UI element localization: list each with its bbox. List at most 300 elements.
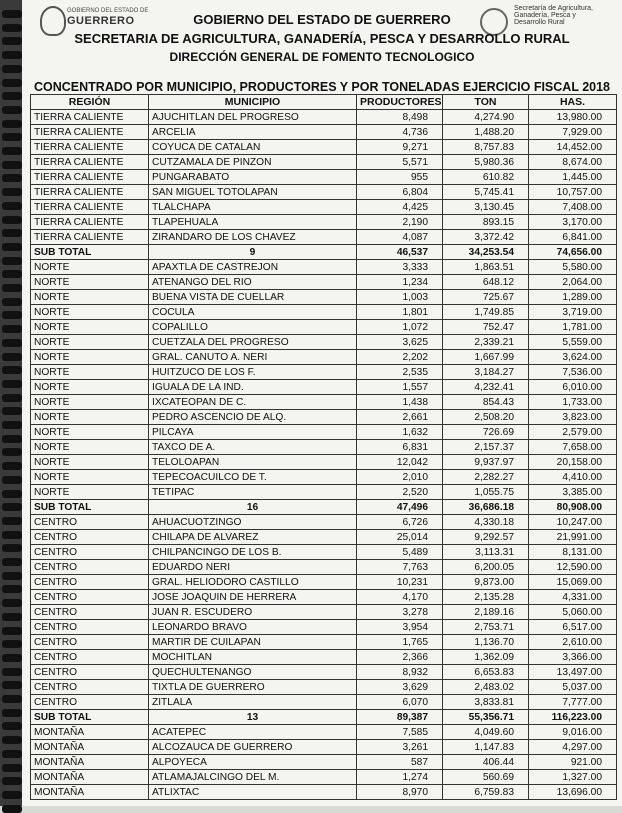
region-cell: SUB TOTAL [31,245,149,260]
hectares-cell: 3,170.00 [529,215,617,230]
region-cell: TIERRA CALIENTE [31,230,149,245]
region-cell: TIERRA CALIENTE [31,155,149,170]
spiral-coil [2,531,22,539]
municipality-cell: ALCOZAUCA DE GUERRERO [149,740,357,755]
spiral-coil [2,270,22,278]
municipality-cell: 13 [149,710,357,725]
municipality-cell: IXCATEOPAN DE C. [149,395,357,410]
region-cell: NORTE [31,305,149,320]
table-row [31,650,617,665]
hectares-cell: 1,327.00 [529,770,617,785]
municipality-cell: ATENANGO DEL RIO [149,275,357,290]
hectares-cell: 13,497.00 [529,665,617,680]
tons-cell: 3,372.42 [443,230,529,245]
spiral-coil [2,202,22,210]
hectares-cell: 7,929.00 [529,125,617,140]
spiral-coil [2,558,22,566]
municipality-cell: HUITZUCO DE LOS F. [149,365,357,380]
region-cell: NORTE [31,335,149,350]
table-header-row [31,95,617,110]
region-cell: NORTE [31,260,149,275]
spiral-coil [2,311,22,319]
municipality-cell: CHILPANCINGO DE LOS B. [149,545,357,560]
hectares-cell: 7,536.00 [529,365,617,380]
tons-cell: 6,653.83 [443,665,529,680]
spiral-coil [2,668,22,676]
table-row [31,140,617,155]
spiral-coil [2,503,22,511]
tons-cell: 726.69 [443,425,529,440]
producers-cell: 3,333 [357,260,443,275]
region-cell: NORTE [31,455,149,470]
region-cell: MONTAÑA [31,740,149,755]
table-row [31,725,617,740]
column-header-region: REGIÓN [31,95,149,110]
table-row [31,560,617,575]
hectares-cell: 7,658.00 [529,440,617,455]
hectares-cell: 1,781.00 [529,320,617,335]
spiral-coil [2,120,22,128]
tons-cell: 2,753.71 [443,620,529,635]
hectares-cell: 7,408.00 [529,200,617,215]
municipality-cell: CUETZALA DEL PROGRESO [149,335,357,350]
municipality-cell: MOCHITLAN [149,650,357,665]
region-cell: NORTE [31,470,149,485]
hectares-cell: 1,289.00 [529,290,617,305]
producers-cell: 587 [357,755,443,770]
table-row [31,530,617,545]
tons-cell: 406.44 [443,755,529,770]
producers-cell: 6,726 [357,515,443,530]
hectares-cell: 9,016.00 [529,725,617,740]
government-heading: GOBIERNO DEL ESTADO DE GUERRERO [193,12,451,27]
table-row [31,635,617,650]
hectares-cell: 4,297.00 [529,740,617,755]
spiral-coil [2,284,22,292]
table-row [31,785,617,800]
spiral-coil [2,695,22,703]
producers-cell: 47,496 [357,500,443,515]
spiral-coil [2,462,22,470]
hectares-cell: 2,610.00 [529,635,617,650]
spiral-coil [2,750,22,758]
spiral-coil [2,10,22,18]
table-row [31,125,617,140]
hectares-cell: 13,696.00 [529,785,617,800]
municipality-cell: PILCAYA [149,425,357,440]
spiral-coil [2,174,22,182]
tons-cell: 55,356.71 [443,710,529,725]
producers-cell: 2,190 [357,215,443,230]
tons-cell: 1,147.83 [443,740,529,755]
tons-cell: 4,330.18 [443,515,529,530]
spiral-coil [2,709,22,717]
spiral-coil [2,517,22,525]
column-header-hectares: HAS. [529,95,617,110]
spiral-coil [2,654,22,662]
hectares-cell: 6,841.00 [529,230,617,245]
table-row [31,305,617,320]
hectares-cell: 3,624.00 [529,350,617,365]
spiral-coil [2,243,22,251]
spiral-binding [0,0,24,806]
spiral-coil [2,435,22,443]
region-cell: MONTAÑA [31,770,149,785]
spiral-coil [2,544,22,552]
table-row [31,605,617,620]
table-row [31,455,617,470]
producers-cell: 4,087 [357,230,443,245]
municipality-cell: AHUACUOTZINGO [149,515,357,530]
municipality-cell: ACATEPEC [149,725,357,740]
directorate-heading: DIRECCIÓN GENERAL DE FOMENTO TECNOLOGICO [169,50,475,64]
municipality-cell: COCULA [149,305,357,320]
tons-cell: 3,113.31 [443,545,529,560]
producers-cell: 2,202 [357,350,443,365]
producers-cell: 3,629 [357,680,443,695]
table-row [31,230,617,245]
producers-cell: 6,804 [357,185,443,200]
region-cell: TIERRA CALIENTE [31,215,149,230]
spiral-coil [2,229,22,237]
producers-cell: 9,271 [357,140,443,155]
tons-cell: 2,282.27 [443,470,529,485]
table-row [31,680,617,695]
tons-cell: 2,157.37 [443,440,529,455]
region-cell: TIERRA CALIENTE [31,170,149,185]
municipality-cell: TIXTLA DE GUERRERO [149,680,357,695]
table-row [31,545,617,560]
producers-cell: 4,170 [357,590,443,605]
spiral-coil [2,627,22,635]
producers-cell: 1,438 [357,395,443,410]
spiral-coil [2,325,22,333]
hectares-cell: 12,590.00 [529,560,617,575]
spiral-coil [2,736,22,744]
spiral-coil [2,640,22,648]
table-row [31,335,617,350]
producers-cell: 3,954 [357,620,443,635]
spiral-coil [2,448,22,456]
region-cell: TIERRA CALIENTE [31,200,149,215]
tons-cell: 893.15 [443,215,529,230]
tons-cell: 4,232.41 [443,380,529,395]
producers-cell: 2,520 [357,485,443,500]
spiral-coil [2,161,22,169]
hectares-cell: 6,517.00 [529,620,617,635]
tons-cell: 1,667.99 [443,350,529,365]
hectares-cell: 3,823.00 [529,410,617,425]
region-cell: CENTRO [31,650,149,665]
table-row [31,440,617,455]
spiral-coil [2,613,22,621]
producers-cell: 8,932 [357,665,443,680]
hectares-cell: 5,580.00 [529,260,617,275]
hectares-cell: 14,452.00 [529,140,617,155]
municipality-cell: 9 [149,245,357,260]
table-row [31,590,617,605]
spiral-coil [2,476,22,484]
subtotal-row [31,500,617,515]
spiral-coil [2,51,22,59]
table-body [31,110,617,800]
hectares-cell: 21,991.00 [529,530,617,545]
municipality-cell: BUENA VISTA DE CUELLAR [149,290,357,305]
region-cell: CENTRO [31,590,149,605]
spiral-coil [2,24,22,32]
region-cell: NORTE [31,320,149,335]
hectares-cell: 80,908.00 [529,500,617,515]
region-cell: CENTRO [31,665,149,680]
region-cell: CENTRO [31,545,149,560]
region-cell: TIERRA CALIENTE [31,140,149,155]
column-header-municipality: MUNICIPIO [149,95,357,110]
table-row [31,185,617,200]
producers-cell: 12,042 [357,455,443,470]
tons-cell: 2,189.16 [443,605,529,620]
tons-cell: 1,488.20 [443,125,529,140]
municipality-cell: TEPECOACUILCO DE T. [149,470,357,485]
municipality-cell: GRAL. HELIODORO CASTILLO [149,575,357,590]
tons-cell: 34,253.54 [443,245,529,260]
municipality-cell: TLALCHAPA [149,200,357,215]
producers-cell: 8,498 [357,110,443,125]
municipality-cell: TLAPEHUALA [149,215,357,230]
producers-cell: 46,537 [357,245,443,260]
hectares-cell: 2,579.00 [529,425,617,440]
table-row [31,695,617,710]
producers-cell: 1,003 [357,290,443,305]
producers-cell: 2,010 [357,470,443,485]
tons-cell: 752.47 [443,320,529,335]
tons-cell: 6,759.83 [443,785,529,800]
municipality-cell: LEONARDO BRAVO [149,620,357,635]
spiral-coil [2,791,22,799]
producers-cell: 955 [357,170,443,185]
municipality-cell: AJUCHITLAN DEL PROGRESO [149,110,357,125]
municipality-cell: MARTIR DE CUILAPAN [149,635,357,650]
tons-cell: 5,745.41 [443,185,529,200]
hectares-cell: 6,010.00 [529,380,617,395]
spiral-coil [2,777,22,785]
region-cell: MONTAÑA [31,725,149,740]
producers-cell: 1,274 [357,770,443,785]
spiral-coil [2,421,22,429]
hectares-cell: 2,064.00 [529,275,617,290]
spiral-coil [2,79,22,87]
subtotal-row [31,710,617,725]
spiral-coil [2,380,22,388]
hectares-cell: 15,069.00 [529,575,617,590]
tons-cell: 6,200.05 [443,560,529,575]
document-page [22,0,622,806]
hectares-cell: 5,060.00 [529,605,617,620]
table-row [31,470,617,485]
subtotal-row [31,245,617,260]
table-row [31,485,617,500]
producers-cell: 6,070 [357,695,443,710]
municipality-cell: SAN MIGUEL TOTOLAPAN [149,185,357,200]
tons-cell: 1,362.09 [443,650,529,665]
region-cell: NORTE [31,410,149,425]
hectares-cell: 1,733.00 [529,395,617,410]
producers-cell: 1,234 [357,275,443,290]
table-row [31,770,617,785]
table-row [31,425,617,440]
hectares-cell: 3,719.00 [529,305,617,320]
spiral-coil [2,188,22,196]
producers-cell: 4,736 [357,125,443,140]
municipality-cell: PEDRO ASCENCIO DE ALQ. [149,410,357,425]
tons-cell: 9,292.57 [443,530,529,545]
hectares-cell: 8,674.00 [529,155,617,170]
spiral-coil [2,92,22,100]
hectares-cell: 3,385.00 [529,485,617,500]
hectares-cell: 10,247.00 [529,515,617,530]
tons-cell: 854.43 [443,395,529,410]
hectares-cell: 4,410.00 [529,470,617,485]
region-cell: CENTRO [31,620,149,635]
state-logo-caption: GOBIERNO DEL ESTADO DE [67,8,149,14]
producers-cell: 6,831 [357,440,443,455]
producers-cell: 4,425 [357,200,443,215]
region-cell: NORTE [31,290,149,305]
table-row [31,380,617,395]
table-row [31,320,617,335]
municipality-cell: COPALILLO [149,320,357,335]
state-logo-name: GUERRERO [67,15,135,27]
producers-cell: 1,557 [357,380,443,395]
table-row [31,395,617,410]
municipality-cell: 16 [149,500,357,515]
spiral-coil [2,394,22,402]
table-row [31,110,617,125]
hectares-cell: 5,037.00 [529,680,617,695]
spiral-coil [2,339,22,347]
spiral-coil [2,216,22,224]
spiral-coil [2,407,22,415]
tons-cell: 8,757.83 [443,140,529,155]
tons-cell: 725.67 [443,290,529,305]
hectares-cell: 13,980.00 [529,110,617,125]
table-row [31,620,617,635]
region-cell: CENTRO [31,695,149,710]
hectares-cell: 74,656.00 [529,245,617,260]
producers-cell: 2,661 [357,410,443,425]
hectares-cell: 116,223.00 [529,710,617,725]
secretariat-logo-text: Secretaría de Agricultura, Ganadería, Pesca y Desarrollo Rural [514,5,593,26]
tons-cell: 560.69 [443,770,529,785]
column-header-tons: TON [443,95,529,110]
spiral-coil [2,147,22,155]
municipality-cell: ZITLALA [149,695,357,710]
municipality-cell: JOSE JOAQUIN DE HERRERA [149,590,357,605]
report-title: CONCENTRADO POR MUNICIPIO, PRODUCTORES Y POR TONELADAS EJERCICIO FISCAL 2018 [33,80,611,94]
hectares-cell: 5,559.00 [529,335,617,350]
region-cell: NORTE [31,485,149,500]
region-cell: CENTRO [31,560,149,575]
region-cell: SUB TOTAL [31,500,149,515]
hectares-cell: 8,131.00 [529,545,617,560]
hectares-cell: 4,331.00 [529,590,617,605]
table-row [31,275,617,290]
spiral-coil [2,37,22,45]
tons-cell: 2,135.28 [443,590,529,605]
spiral-coil [2,106,22,114]
secretariat-heading: SECRETARIA DE AGRICULTURA, GANADERÍA, PESCA Y DESARROLLO RURAL [74,31,570,46]
spiral-coil [2,490,22,498]
region-cell: TIERRA CALIENTE [31,185,149,200]
region-cell: CENTRO [31,635,149,650]
region-cell: SUB TOTAL [31,710,149,725]
hectares-cell: 20,158.00 [529,455,617,470]
table-row [31,410,617,425]
producers-cell: 1,632 [357,425,443,440]
table-row [31,200,617,215]
region-cell: NORTE [31,380,149,395]
tons-cell: 9,873.00 [443,575,529,590]
tons-cell: 9,937.97 [443,455,529,470]
table-row [31,170,617,185]
municipality-cell: JUAN R. ESCUDERO [149,605,357,620]
producers-cell: 5,489 [357,545,443,560]
producers-cell: 1,765 [357,635,443,650]
table-row [31,155,617,170]
spiral-coil [2,585,22,593]
producers-cell: 7,585 [357,725,443,740]
municipality-cell: IGUALA DE LA IND. [149,380,357,395]
tons-cell: 2,483.02 [443,680,529,695]
region-cell: NORTE [31,395,149,410]
producers-cell: 8,970 [357,785,443,800]
region-cell: CENTRO [31,530,149,545]
table-row [31,755,617,770]
municipality-cell: ATLIXTAC [149,785,357,800]
tons-cell: 3,833.81 [443,695,529,710]
region-cell: NORTE [31,275,149,290]
municipality-cell: CHILAPA DE ALVAREZ [149,530,357,545]
region-cell: CENTRO [31,515,149,530]
region-cell: MONTAÑA [31,785,149,800]
region-cell: NORTE [31,425,149,440]
producers-cell: 3,261 [357,740,443,755]
municipality-cell: TAXCO DE A. [149,440,357,455]
municipality-cell: ARCELIA [149,125,357,140]
tons-cell: 2,508.20 [443,410,529,425]
tons-cell: 36,686.18 [443,500,529,515]
municipality-cell: GRAL. CANUTO A. NERI [149,350,357,365]
region-cell: NORTE [31,350,149,365]
table-row [31,260,617,275]
spiral-coil [2,681,22,689]
producers-cell: 7,763 [357,560,443,575]
table-row [31,290,617,305]
table-row [31,350,617,365]
region-cell: TIERRA CALIENTE [31,125,149,140]
municipality-cell: ZIRANDARO DE LOS CHAVEZ [149,230,357,245]
producers-cell: 10,231 [357,575,443,590]
municipality-cell: CUTZAMALA DE PINZON [149,155,357,170]
tons-cell: 4,049.60 [443,725,529,740]
municipality-cell: TETIPAC [149,485,357,500]
spiral-coil [2,764,22,772]
tons-cell: 3,184.27 [443,365,529,380]
spiral-coil [2,298,22,306]
producers-cell: 3,278 [357,605,443,620]
hectares-cell: 921.00 [529,755,617,770]
table-row [31,515,617,530]
hectares-cell: 10,757.00 [529,185,617,200]
